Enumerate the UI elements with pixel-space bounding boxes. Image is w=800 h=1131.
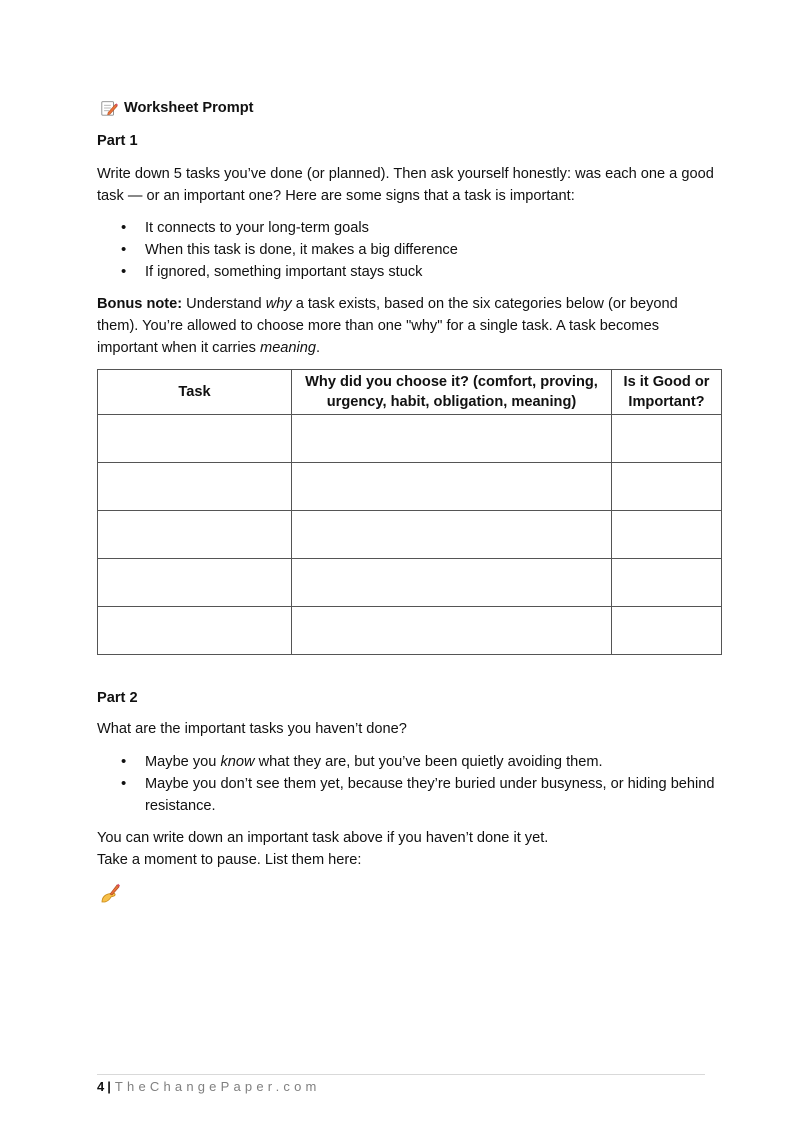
task-table	[97, 369, 722, 655]
part2-title: Part 2	[97, 690, 138, 706]
header-task: Task	[98, 370, 292, 415]
list-item	[97, 751, 721, 773]
worksheet-content	[97, 96, 721, 904]
table-header-row	[98, 370, 722, 415]
part2-closing-line2: Take a moment to pause. List them here:	[97, 852, 362, 868]
list-item: • It connects to your long-term goals	[97, 217, 721, 239]
table-row	[98, 511, 722, 559]
good-important-cell[interactable]	[612, 559, 722, 607]
task-cell[interactable]	[98, 463, 292, 511]
writing-hand-icon	[99, 882, 121, 904]
worksheet-heading	[97, 96, 721, 120]
part1-intro: Write down 5 tasks you’ve done (or planned). Then ask yourself honestly: was each one a good task — or an important one? Here are some signs that a task is important:	[97, 166, 714, 204]
avoided-tasks-list	[97, 751, 721, 817]
why-cell[interactable]	[292, 511, 612, 559]
bonus-note	[97, 293, 721, 359]
table-row	[98, 415, 722, 463]
part1-title: Part 1	[97, 133, 138, 149]
list-item: • Maybe you don’t see them yet, because they’re buried under busyness, or hiding behind resistance.	[97, 773, 721, 817]
bonus-emphasis-why: why	[265, 296, 292, 312]
bonus-text: .	[316, 340, 321, 356]
page-number: 4	[97, 1079, 105, 1094]
bonus-emphasis-meaning: meaning	[260, 340, 317, 356]
bullet-emphasis-know: know	[220, 754, 255, 770]
good-important-cell[interactable]	[612, 607, 722, 655]
table-row	[98, 463, 722, 511]
bonus-note-label: Bonus note:	[97, 296, 183, 312]
footer-separator: |	[107, 1079, 111, 1094]
why-cell[interactable]	[292, 463, 612, 511]
table-row	[98, 559, 722, 607]
good-important-cell[interactable]	[612, 463, 722, 511]
task-cell[interactable]	[98, 559, 292, 607]
header-good-or-important: Is it Good or Important?	[612, 370, 722, 415]
why-cell[interactable]	[292, 559, 612, 607]
why-cell[interactable]	[292, 415, 612, 463]
bullet-text: what they are, but you’ve been quietly avoiding them.	[254, 754, 603, 770]
bonus-text: Understand	[182, 296, 266, 312]
list-item: • When this task is done, it makes a big difference	[97, 239, 721, 261]
task-cell[interactable]	[98, 511, 292, 559]
task-cell[interactable]	[98, 415, 292, 463]
importance-signs-list	[97, 217, 721, 283]
part2-closing-line1: You can write down an important task above if you haven’t done it yet.	[97, 830, 549, 846]
table-row	[98, 607, 722, 655]
footer-site: TheChangePaper.com	[114, 1079, 321, 1094]
part2-question: What are the important tasks you haven’t done?	[97, 721, 407, 737]
bullet-text: Maybe you	[145, 754, 221, 770]
header-why: Why did you choose it? (comfort, proving, urgency, habit, obligation, meaning)	[292, 370, 612, 415]
page-footer	[97, 1074, 705, 1094]
good-important-cell[interactable]	[612, 415, 722, 463]
list-item: • If ignored, something important stays stuck	[97, 261, 721, 283]
why-cell[interactable]	[292, 607, 612, 655]
memo-icon	[100, 99, 118, 117]
task-cell[interactable]	[98, 607, 292, 655]
worksheet-title: Worksheet Prompt	[124, 100, 254, 116]
good-important-cell[interactable]	[612, 511, 722, 559]
bonus-text: a task exists, based on the six categories below (or beyond them). You’re allowed to choose more than one "why" for a single task. A task becomes important when it carries	[97, 296, 678, 356]
